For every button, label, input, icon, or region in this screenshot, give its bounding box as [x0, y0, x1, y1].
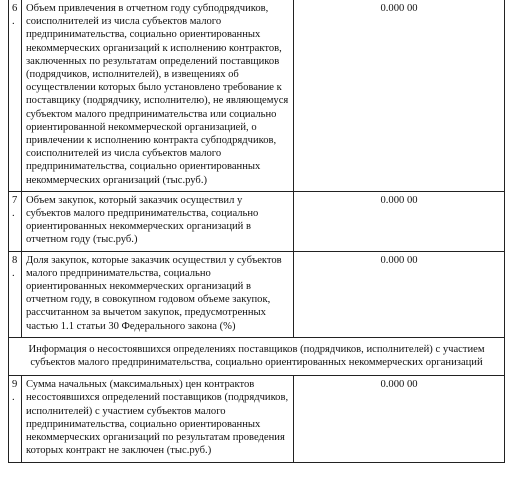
- row-number: 7.: [9, 191, 22, 251]
- section-header: Информация о несостоявшихся определениях поставщиков (подрядчиков, исполнителей) с участием субъектов малого предпринимательства, социально ориентированных некоммерческих организаций: [9, 337, 505, 375]
- row-description: Объем привлечения в отчетном году субподрядчиков, соисполнителей из числа субъектов малого предпринимательства, социально ориентированных некоммерческих организаций к исполнению контрактов, заключенных по результатам определений поставщиков (подрядчиков, исполнителей), в извещениях об осуществлении которых было установлено требование к поставщику (подрядчику, исполнителю), не являющемуся субъектом малого предпринимательства или социально ориентированной некоммерческой организацией, о привлечении к исполнению контракта субподрядчиков, соисполнителей из числа субъектов малого предпринимательства, социально ориентированных некоммерческих организаций (тыс.руб.): [22, 0, 294, 191]
- report-table: [8, 0, 505, 463]
- row-number: 6.: [9, 0, 22, 191]
- row-description: Объем закупок, который заказчик осуществил у субъектов малого предпринимательства, социально ориентированных некоммерческих организаций в отчетном году (тыс.руб.): [22, 191, 294, 251]
- row-number: 8.: [9, 251, 22, 337]
- row-number: 9.: [9, 376, 22, 462]
- table-row-7: [9, 191, 505, 251]
- row-value: 0.000 00: [294, 0, 505, 191]
- row-description: Доля закупок, которые заказчик осуществил у субъектов малого предпринимательства, социально ориентированных некоммерческих организаций в отчетном году, в совокупном годовом объеме закупок, рассчитанном за вычетом закупок, предусмотренных частью 1.1 статьи 30 Федерального закона (%): [22, 251, 294, 337]
- table-row-6: [9, 0, 505, 191]
- section-header-row: [9, 337, 505, 375]
- row-value: 0.000 00: [294, 191, 505, 251]
- row-value: 0.000 00: [294, 251, 505, 337]
- table-row-8: [9, 251, 505, 337]
- row-value: 0.000 00: [294, 376, 505, 462]
- table-row-9: [9, 376, 505, 462]
- row-description: Сумма начальных (максимальных) цен контрактов несостоявшихся определений поставщиков (подрядчиков, исполнителей) с участием субъектов малого предпринимательства, социально ориентированных некоммерческих организаций по результатам проведения которых контракт не заключен (тыс.руб.): [22, 376, 294, 462]
